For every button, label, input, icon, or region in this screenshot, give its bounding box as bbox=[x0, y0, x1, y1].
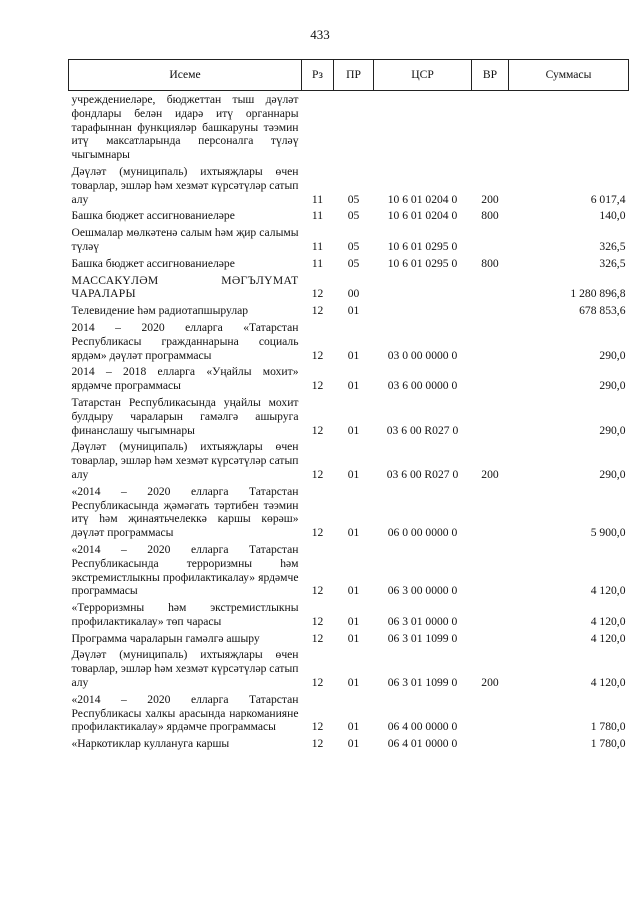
row-rz: 12 bbox=[311, 720, 324, 734]
row-vr: 200 bbox=[481, 192, 499, 206]
table-row bbox=[69, 599, 629, 630]
row-name: учреждениеләре, бюджеттан тыш дәүләт фондлары белән идарә итү органнары тарафыннан функцияләр башкаруны тәэмин итү максатларында персоналга түләү чыгымнары bbox=[71, 93, 299, 162]
row-name: Татарстан Республикасында уңайлы мохит булдыру чараларын гамәлгә ашыруга финанслашу чыгымнары bbox=[71, 395, 299, 437]
row-pr: 01 bbox=[347, 676, 360, 690]
row-csr: 03 6 00 R027 0 bbox=[386, 467, 459, 481]
row-csr: 10 6 01 0295 0 bbox=[387, 256, 458, 270]
row-rz: 11 bbox=[311, 192, 324, 206]
row-name: Программа чараларын гамәлгә ашыру bbox=[71, 631, 260, 645]
row-csr: 03 6 00 0000 0 bbox=[387, 379, 458, 393]
table-row bbox=[69, 163, 629, 207]
budget-table bbox=[68, 59, 629, 752]
table-row bbox=[69, 272, 629, 303]
row-name: Дәүләт (муниципаль) ихтыяҗлары өчен товарлар, эшләр һәм хезмәт күрсәтүләр сатып алу bbox=[71, 164, 299, 206]
row-sum: 1 780,0 bbox=[590, 737, 626, 751]
row-rz bbox=[302, 91, 334, 163]
row-csr bbox=[374, 91, 472, 163]
row-sum: 6 017,4 bbox=[590, 192, 626, 206]
row-vr bbox=[472, 599, 509, 630]
row-csr: 10 6 01 0204 0 bbox=[387, 192, 458, 206]
row-rz: 12 bbox=[311, 614, 324, 628]
row-vr bbox=[472, 483, 509, 541]
row-pr: 01 bbox=[347, 737, 360, 751]
table-row bbox=[69, 735, 629, 752]
row-sum: 140,0 bbox=[599, 209, 626, 223]
row-rz: 12 bbox=[311, 467, 324, 481]
row-sum bbox=[509, 91, 629, 163]
table-body bbox=[69, 91, 629, 753]
row-pr: 01 bbox=[347, 467, 360, 481]
row-sum: 290,0 bbox=[599, 348, 626, 362]
row-sum: 5 900,0 bbox=[590, 526, 626, 540]
row-vr bbox=[472, 302, 509, 319]
row-pr: 01 bbox=[347, 720, 360, 734]
row-sum: 1 780,0 bbox=[590, 720, 626, 734]
row-name: «2014 – 2020 елларга Татарстан Республикасы халкы арасында наркоманияне профилактикалау» ярдәмче программасы bbox=[71, 692, 299, 734]
row-rz: 12 bbox=[311, 304, 324, 318]
row-vr bbox=[472, 319, 509, 363]
table-row bbox=[69, 255, 629, 272]
table-row bbox=[69, 319, 629, 363]
row-vr: 800 bbox=[481, 256, 499, 270]
row-csr: 06 3 00 0000 0 bbox=[387, 584, 458, 598]
row-name: «Терроризмны һәм экстремистлыкны профилактикалау» төп чарасы bbox=[71, 601, 299, 628]
row-rz: 11 bbox=[311, 256, 324, 270]
row-rz: 12 bbox=[311, 737, 324, 751]
row-csr: 06 3 01 0000 0 bbox=[387, 614, 458, 628]
row-sum: 4 120,0 bbox=[590, 584, 626, 598]
row-csr: 03 6 00 R027 0 bbox=[386, 423, 459, 437]
row-name: 2014 – 2020 елларга «Татарстан Республикасы гражданнарына социаль ярдәм» дәүләт программасы bbox=[71, 320, 299, 362]
row-name: Телевидение һәм радиотапшырулар bbox=[71, 304, 249, 318]
row-csr: 03 0 00 0000 0 bbox=[387, 348, 458, 362]
row-name: Дәүләт (муниципаль) ихтыяҗлары өчен товарлар, эшләр һәм хезмәт күрсәтүләр сатып алу bbox=[71, 648, 299, 690]
row-rz: 11 bbox=[311, 239, 324, 253]
row-pr: 05 bbox=[347, 239, 360, 253]
row-pr: 01 bbox=[347, 584, 360, 598]
row-pr bbox=[334, 91, 374, 163]
row-pr: 01 bbox=[347, 379, 360, 393]
row-vr bbox=[472, 394, 509, 438]
row-vr bbox=[472, 630, 509, 647]
row-rz: 12 bbox=[311, 348, 324, 362]
header-name: Исеме bbox=[69, 60, 302, 91]
row-csr bbox=[374, 302, 472, 319]
row-sum: 4 120,0 bbox=[590, 676, 626, 690]
header-csr: ЦСР bbox=[374, 60, 472, 91]
row-csr: 06 0 00 0000 0 bbox=[387, 526, 458, 540]
row-rz: 12 bbox=[311, 287, 324, 301]
row-sum: 1 280 896,8 bbox=[570, 287, 626, 301]
row-vr bbox=[472, 272, 509, 303]
table-row bbox=[69, 91, 629, 163]
row-pr: 01 bbox=[347, 423, 360, 437]
row-name: «2014 – 2020 елларга Татарстан Республикасында терроризмны һәм экстремистлыкны профилактикалау» ярдәмче программасы bbox=[71, 542, 299, 598]
row-name: «Наркотиклар куллануга каршы bbox=[71, 737, 230, 751]
table-row bbox=[69, 302, 629, 319]
row-rz: 12 bbox=[311, 526, 324, 540]
row-rz: 12 bbox=[311, 423, 324, 437]
row-pr: 00 bbox=[347, 287, 360, 301]
table-row bbox=[69, 207, 629, 224]
row-csr: 06 3 01 1099 0 bbox=[387, 676, 458, 690]
row-name: МАССАКҮЛӘМ МӘГЪЛҮМАТ ЧАРАЛАРЫ bbox=[71, 273, 299, 301]
row-name: «2014 – 2020 елларга Татарстан Республикасында җәмәгать тәртибен тәэмин итү һәм җинаятьчелеккә каршы көрәш» дәүләт программасы bbox=[71, 484, 299, 540]
row-pr: 01 bbox=[347, 614, 360, 628]
row-vr: 200 bbox=[481, 676, 499, 690]
row-vr bbox=[472, 91, 509, 163]
row-pr: 05 bbox=[347, 256, 360, 270]
header-pr: ПР bbox=[334, 60, 374, 91]
row-vr bbox=[472, 224, 509, 255]
table-header bbox=[69, 60, 629, 91]
table-row bbox=[69, 541, 629, 599]
row-sum: 4 120,0 bbox=[590, 631, 626, 645]
header-sum: Суммасы bbox=[509, 60, 629, 91]
row-vr bbox=[472, 541, 509, 599]
row-sum: 290,0 bbox=[599, 467, 626, 481]
header-rz: Рз bbox=[302, 60, 334, 91]
row-csr: 06 4 00 0000 0 bbox=[387, 720, 458, 734]
row-csr: 10 6 01 0204 0 bbox=[387, 209, 458, 223]
row-pr: 05 bbox=[347, 209, 360, 223]
row-vr bbox=[472, 363, 509, 394]
table-row bbox=[69, 224, 629, 255]
row-pr: 05 bbox=[347, 192, 360, 206]
row-sum: 326,5 bbox=[599, 239, 626, 253]
table-row bbox=[69, 691, 629, 735]
row-name: Дәүләт (муниципаль) ихтыяҗлары өчен товарлар, эшләр һәм хезмәт күрсәтүләр сатып алу bbox=[71, 440, 299, 481]
table-row bbox=[69, 438, 629, 482]
row-vr: 200 bbox=[481, 467, 499, 481]
row-csr bbox=[374, 272, 472, 303]
row-rz: 12 bbox=[311, 379, 324, 393]
row-sum: 4 120,0 bbox=[590, 614, 626, 628]
row-csr: 06 4 01 0000 0 bbox=[387, 737, 458, 751]
row-pr: 01 bbox=[347, 304, 360, 318]
table-row bbox=[69, 394, 629, 438]
table-row bbox=[69, 483, 629, 541]
row-vr bbox=[472, 735, 509, 752]
row-pr: 01 bbox=[347, 526, 360, 540]
table-row bbox=[69, 646, 629, 690]
row-csr: 06 3 01 1099 0 bbox=[387, 631, 458, 645]
row-csr: 10 6 01 0295 0 bbox=[387, 239, 458, 253]
row-name: 2014 – 2018 елларга «Уңайлы мохит» ярдәмче программасы bbox=[71, 365, 299, 393]
row-pr: 01 bbox=[347, 631, 360, 645]
table-row bbox=[69, 363, 629, 394]
row-rz: 12 bbox=[311, 631, 324, 645]
row-vr bbox=[472, 691, 509, 735]
row-sum: 678 853,6 bbox=[579, 304, 626, 318]
row-pr: 01 bbox=[347, 348, 360, 362]
row-sum: 290,0 bbox=[599, 379, 626, 393]
row-rz: 12 bbox=[311, 676, 324, 690]
row-rz: 12 bbox=[311, 584, 324, 598]
row-name: Башка бюджет ассигнованиеләре bbox=[71, 209, 235, 223]
row-rz: 11 bbox=[311, 209, 324, 223]
header-vr: ВР bbox=[472, 60, 509, 91]
row-name: Башка бюджет ассигнованиеләре bbox=[71, 256, 235, 270]
row-vr: 800 bbox=[481, 209, 499, 223]
row-sum: 326,5 bbox=[599, 256, 626, 270]
page-number: 433 bbox=[310, 27, 330, 42]
row-sum: 290,0 bbox=[599, 423, 626, 437]
row-name: Оешмалар мөлкәтенә салым һәм җир салымы түләү bbox=[71, 226, 299, 253]
table-row bbox=[69, 630, 629, 647]
